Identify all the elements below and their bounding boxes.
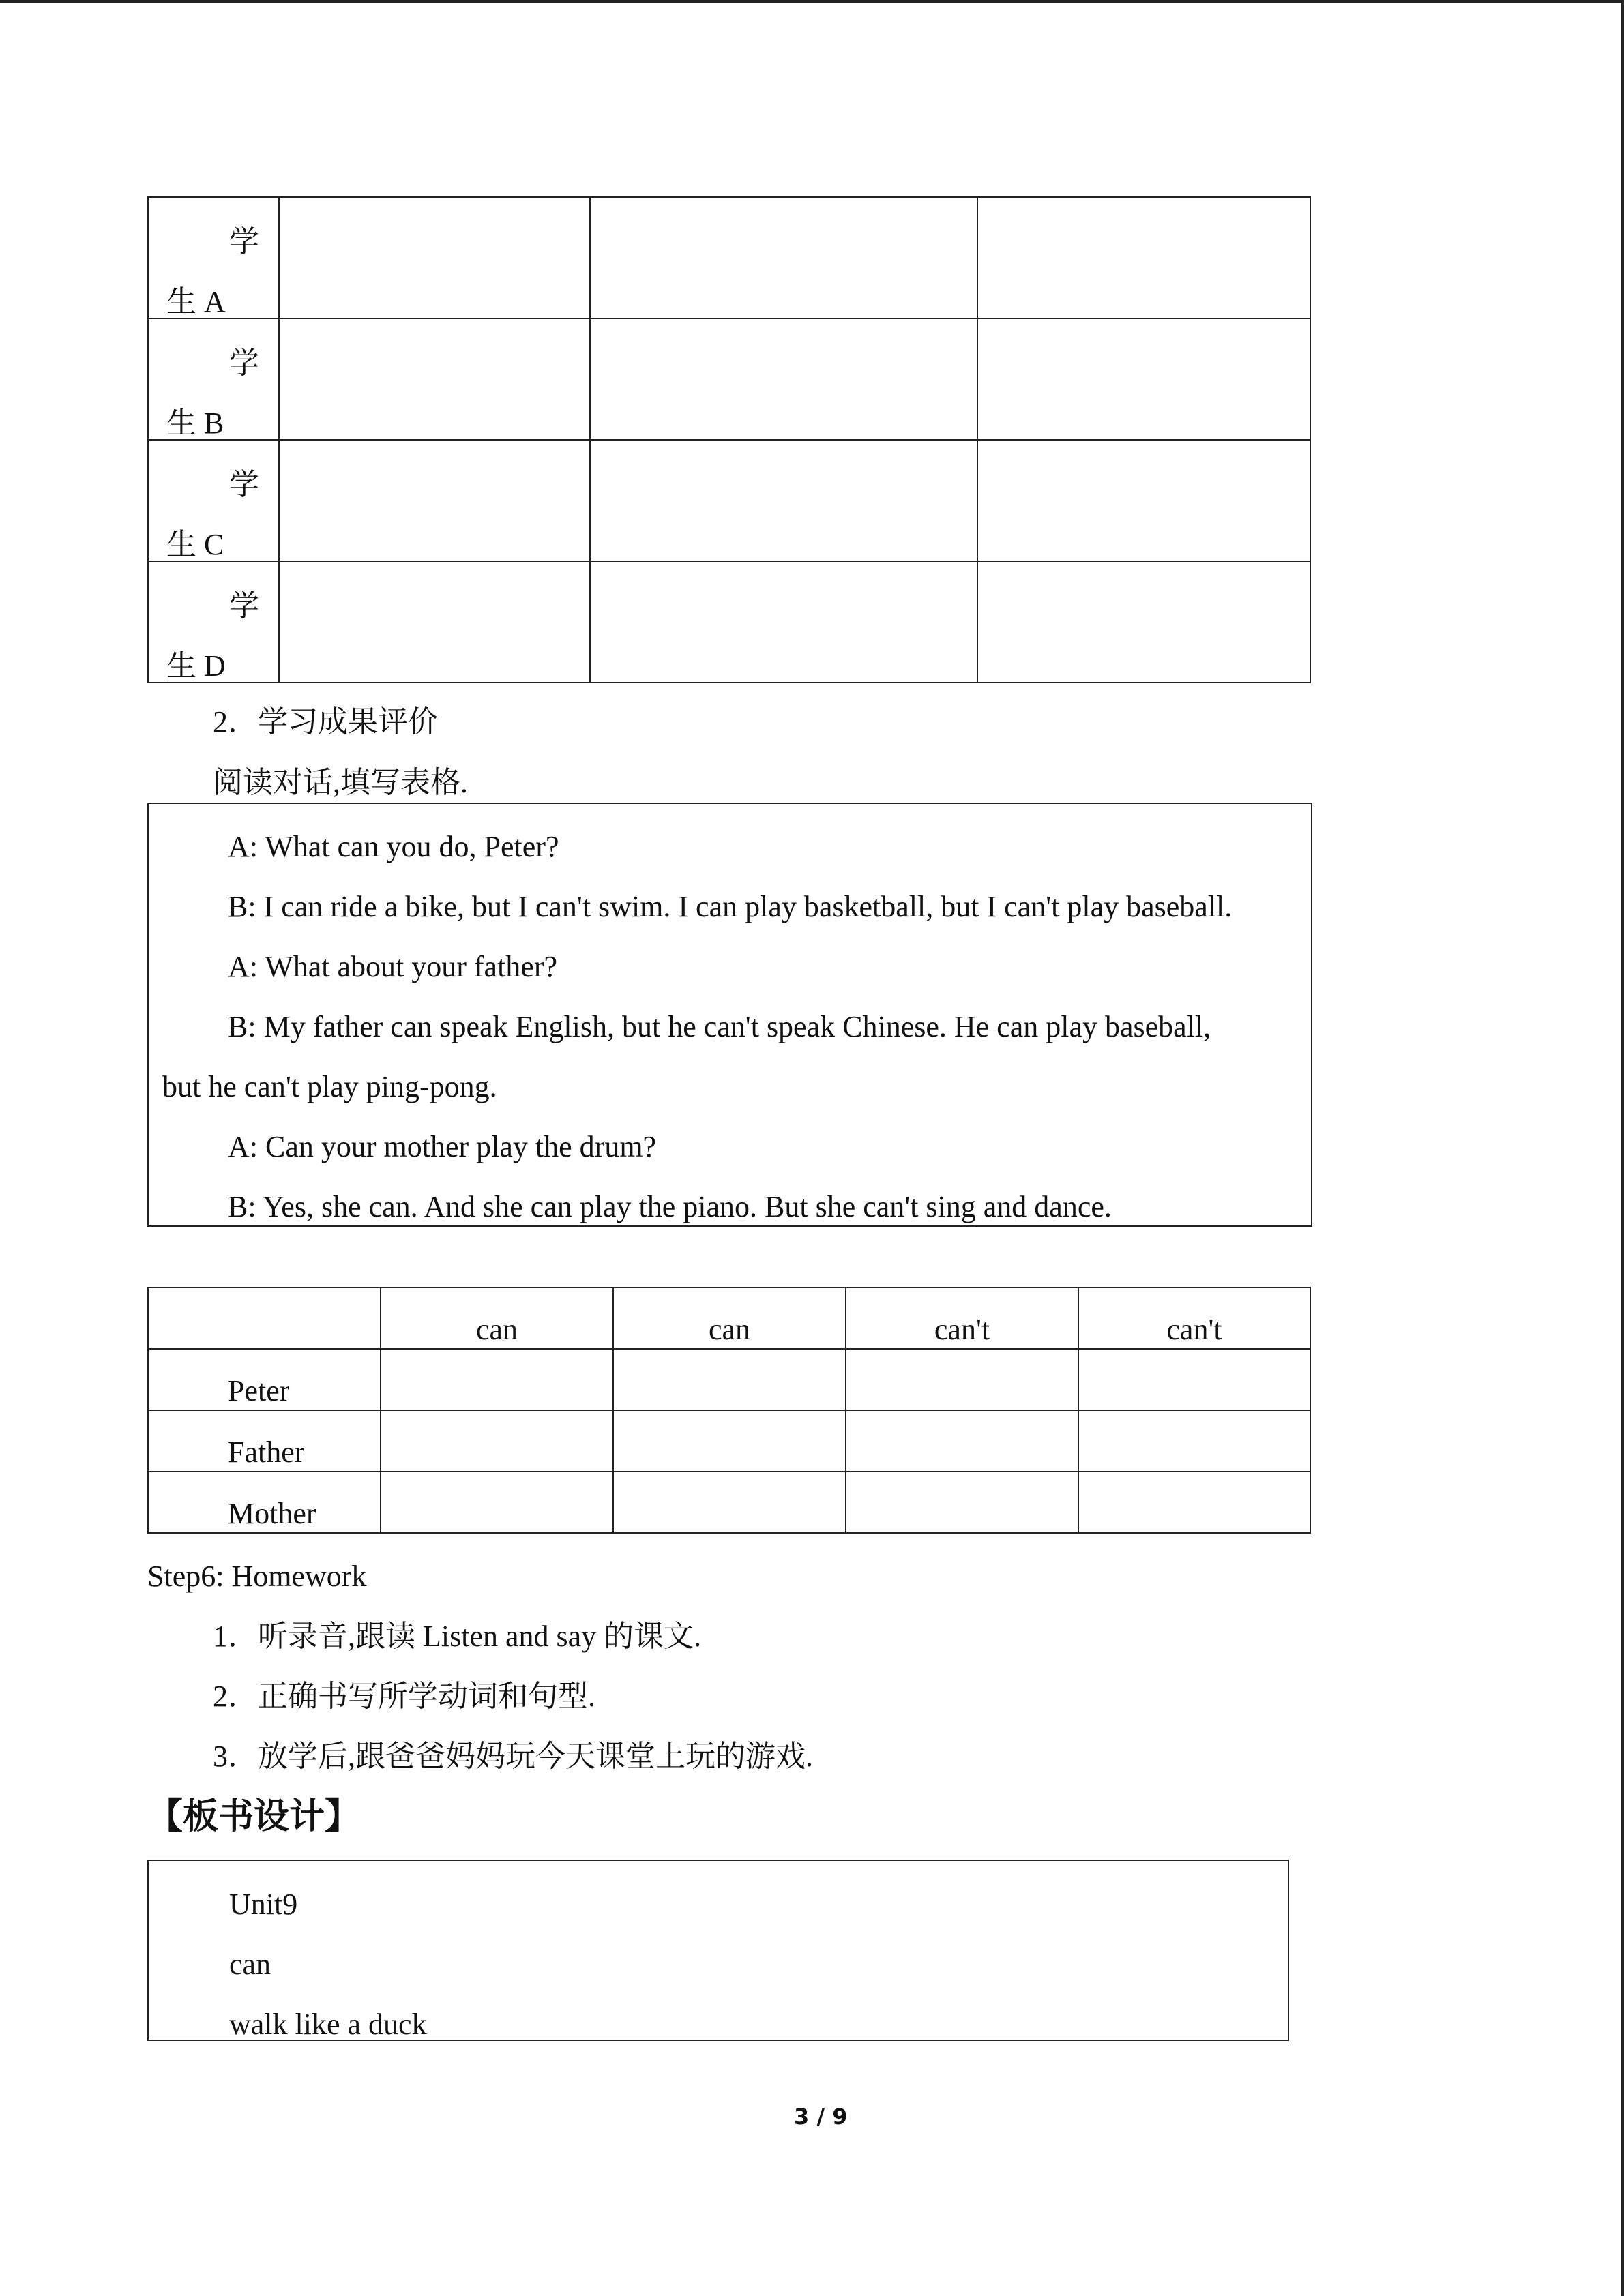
table-cell	[613, 1349, 846, 1410]
table-header-cell: can't	[1078, 1287, 1310, 1349]
table-header-cell: can't	[846, 1287, 1078, 1349]
student-label-bottom: 生 D	[166, 649, 226, 683]
page-number: 3 / 9	[794, 2104, 848, 2130]
table-cell	[977, 561, 1310, 683]
table-cell	[613, 1472, 846, 1533]
board-line: Unit9	[229, 1888, 298, 1921]
table-row	[148, 197, 1310, 318]
section-heading: 2．学习成果评价	[213, 705, 438, 739]
table-row	[148, 561, 1310, 683]
table-row	[148, 318, 1310, 440]
table-cell	[279, 440, 590, 561]
dialogue-line: A: Can your mother play the drum?	[228, 1130, 657, 1163]
dialogue-line: A: What about your father?	[228, 950, 558, 983]
student-label-top: 学	[229, 468, 259, 501]
table-cell	[846, 1472, 1078, 1533]
table-cell	[381, 1472, 613, 1533]
table-cell	[977, 318, 1310, 440]
student-label-cell	[148, 318, 279, 440]
table-cell	[613, 1410, 846, 1472]
student-table	[147, 196, 1311, 683]
dialogue-line: A: What can you do, Peter?	[228, 830, 559, 863]
homework-item: 1．听录音,跟读 Listen and say 的课文.	[213, 1620, 702, 1653]
table-cell	[381, 1349, 613, 1410]
table-cell	[590, 318, 977, 440]
dialogue-box	[147, 803, 1312, 1227]
dialogue-line: B: I can ride a bike, but I can't swim. I can play basketball, but I can't play baseball.	[228, 890, 1232, 923]
table-header-row	[148, 1287, 1310, 1349]
table-row	[148, 440, 1310, 561]
table-cell	[381, 1410, 613, 1472]
table-cell	[590, 197, 977, 318]
dialogue-line: B: Yes, she can. And she can play the piano. But she can't sing and dance.	[228, 1190, 1112, 1223]
board-design-heading: 【板书设计】	[147, 1796, 361, 1837]
row-name-cell: Father	[148, 1410, 381, 1472]
table-cell	[590, 440, 977, 561]
table-header-cell: can	[613, 1287, 846, 1349]
table-header-cell	[148, 1287, 381, 1349]
table-cell	[846, 1349, 1078, 1410]
table-cell	[590, 561, 977, 683]
table-row	[148, 1349, 1310, 1410]
table-row	[148, 1472, 1310, 1533]
student-label-bottom: 生 B	[166, 406, 224, 440]
student-label-top: 学	[229, 225, 259, 258]
table-cell	[1078, 1410, 1310, 1472]
student-label-cell	[148, 197, 279, 318]
dialogue-line: but he can't play ping-pong.	[162, 1070, 497, 1103]
table-cell	[279, 318, 590, 440]
table-cell	[279, 561, 590, 683]
board-design-box	[147, 1860, 1289, 2041]
student-label-top: 学	[229, 589, 259, 623]
dialogue-line: B: My father can speak English, but he can't speak Chinese. He can play baseball,	[228, 1010, 1211, 1043]
page-border-top	[0, 0, 1624, 3]
row-name-cell: Mother	[148, 1472, 381, 1533]
homework-title: Step6: Homework	[147, 1560, 367, 1593]
table-header-cell: can	[381, 1287, 613, 1349]
student-label-cell	[148, 440, 279, 561]
row-name-cell: Peter	[148, 1349, 381, 1410]
table-cell	[846, 1410, 1078, 1472]
table-cell	[279, 197, 590, 318]
student-label-top: 学	[229, 346, 259, 380]
page-border-right	[1621, 0, 1624, 2296]
ability-table	[147, 1287, 1311, 1534]
homework-item: 3．放学后,跟爸爸妈妈玩今天课堂上玩的游戏.	[213, 1740, 813, 1773]
student-label-bottom: 生 C	[166, 528, 224, 561]
board-line: can	[229, 1948, 271, 1981]
table-row	[148, 1410, 1310, 1472]
table-cell	[1078, 1472, 1310, 1533]
board-line: walk like a duck	[229, 2008, 427, 2041]
table-cell	[1078, 1349, 1310, 1410]
table-cell	[977, 440, 1310, 561]
table-cell	[977, 197, 1310, 318]
homework-item: 2．正确书写所学动词和句型.	[213, 1680, 595, 1713]
student-label-cell	[148, 561, 279, 683]
section-instruction: 阅读对话,填写表格.	[213, 766, 468, 799]
student-label-bottom: 生 A	[166, 285, 226, 318]
